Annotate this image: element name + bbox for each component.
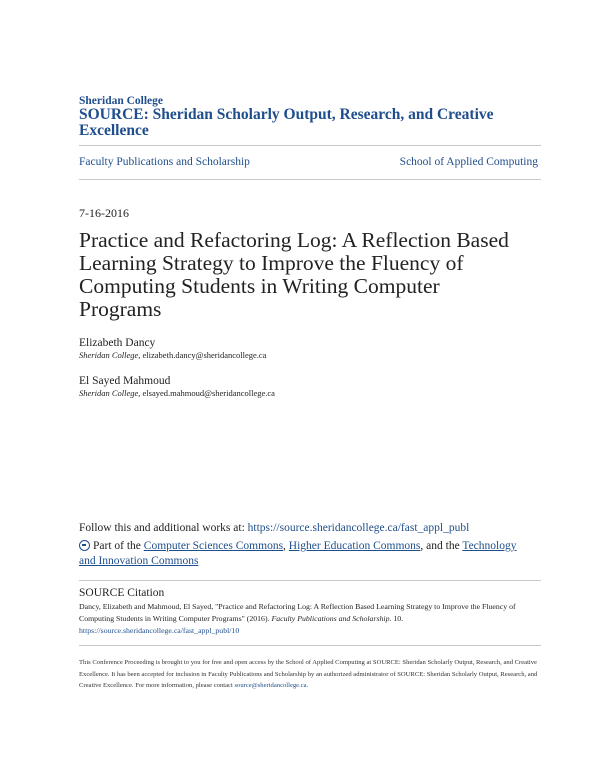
divider [79, 145, 541, 146]
author-email[interactable]: elsayed.mahmoud@sheridancollege.ca [142, 388, 275, 398]
commons-icon [79, 540, 90, 551]
publication-date: 7-16-2016 [79, 206, 129, 220]
citation-number: . 10. [389, 614, 404, 623]
follow-line [79, 522, 469, 534]
part-of-line [79, 539, 529, 569]
repository-title[interactable]: SOURCE: Sheridan Scholarly Output, Research, and Creative Excellence [79, 106, 494, 139]
author-affiliation: Sheridan College, elsayed.mahmoud@sheridancollege.ca [79, 388, 275, 398]
citation-text [79, 601, 541, 637]
institution-name: Sheridan College [79, 95, 164, 107]
author-name: El Sayed Mahmoud [79, 375, 171, 387]
separator: , [283, 540, 289, 552]
access-notice [79, 657, 541, 692]
divider [79, 645, 541, 646]
author-name: Elizabeth Dancy [79, 337, 156, 349]
computer-sciences-commons-link[interactable]: Computer Sciences Commons [143, 540, 284, 552]
author-affiliation: Sheridan College, elizabeth.dancy@sheridancollege.ca [79, 350, 267, 360]
contact-email-link[interactable]: source@sheridancollege.ca [234, 682, 307, 689]
divider [79, 179, 541, 180]
separator: , and the [420, 540, 463, 552]
notice-text: This Conference Proceeding is brought to you for free and open access by the School of Applied Computing at SOURCE: Sheridan Scholarly Output, Research, and Creative Excellence. It has been accepted for inclusion in Faculty Publications and Scholarship by an authorized administrator of SOURCE: Sheridan Scholarly Output, Research, and Creative Excellence. For more information, please contact [79, 659, 538, 689]
citation-series: Faculty Publications and Scholarship [271, 614, 390, 623]
paper-title: Practice and Refactoring Log: A Reflection Based Learning Strategy to Improve the Fluency of Computing Students in Writing Computer Programs [79, 228, 509, 321]
follow-text: Follow this and additional works at: [79, 522, 248, 534]
technology-innovation-commons-link[interactable]: Technology and Innovation Commons [79, 540, 517, 567]
affiliation-name: Sheridan College [79, 350, 139, 360]
author-email[interactable]: elizabeth.dancy@sheridancollege.ca [142, 350, 267, 360]
affiliation-name: Sheridan College [79, 388, 139, 398]
follow-url-link[interactable]: https://source.sheridancollege.ca/fast_appl_publ [247, 522, 470, 534]
citation-url-link[interactable]: https://source.sheridancollege.ca/fast_appl_publ/10 [79, 626, 240, 635]
higher-education-commons-link[interactable]: Higher Education Commons [288, 540, 421, 552]
citation-heading: SOURCE Citation [79, 587, 165, 599]
divider [79, 580, 541, 581]
citation-body: Dancy, Elizabeth and Mahmoud, El Sayed, "Practice and Refactoring Log: A Reflection Based Learning Strategy to Improve the Fluency of Computing Students in Writing Computer Programs" (2016). [79, 602, 516, 623]
collection-link[interactable]: Faculty Publications and Scholarship [79, 156, 250, 168]
notice-end: . [306, 682, 309, 689]
department-link[interactable]: School of Applied Computing [399, 156, 538, 168]
part-of-prefix: Part of the [93, 540, 144, 552]
